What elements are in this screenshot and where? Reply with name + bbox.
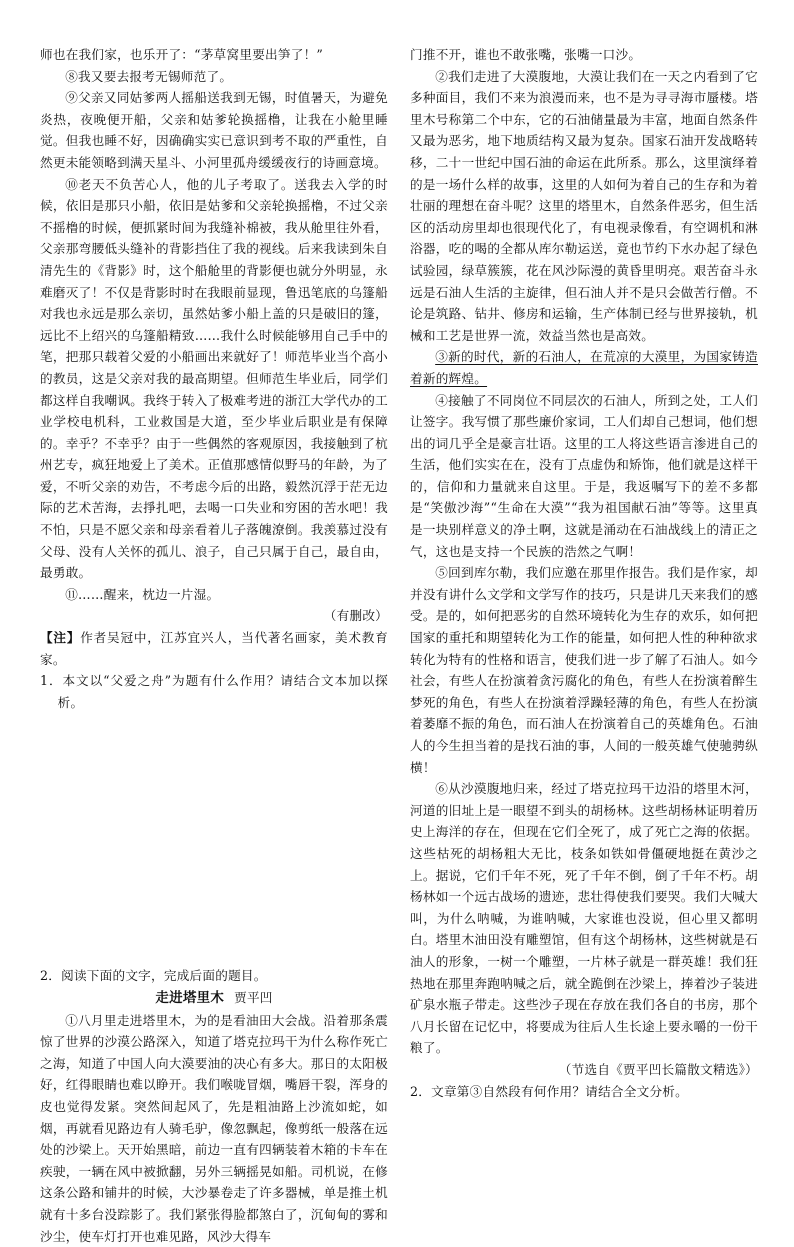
question-1: 1．本文以“父爱之舟”为题有什么作用？请结合文本加以探析。: [40, 673, 388, 710]
article-paragraph-4: ④接触了不同岗位不同层次的石油人，所到之处，工人们让签字。我写惯了那些廉价家词，工人们却自己想词，他们想出的词几乎全是豪言壮语。这里的工人将这些语言渗进自己的生活，他们实实在在，没有丁点虚伪和矫饰，他们就是这样干的，信仰和力量就来自这里。于是，我返嘱写下的差不多都是“笑傲沙海”“生命在大漠”“我为祖国献石油”等等。这里真是一块别样意义的净土啊，这就是涌动在石油战线上的清正之气，这也是支持一个民族的浩然之气啊！: [410, 392, 758, 559]
article-title: 走进塔里木: [155, 990, 225, 1006]
source-note: （有删改）: [323, 608, 388, 624]
paragraph-continuation: 师也在我们家，也乐开了：“茅草窝里要出笋了！”: [40, 47, 324, 62]
article-paragraph-5: ⑤回到库尔勒，我们应邀在那里作报告。我们是作家，却并没有讲什么文学和文学写作的技巧，只是讲几天来我们的感受。是的，如何把恶劣的自然环境转化为生存的欢乐，如何把国家的重托和期望转化为工作的能量，如何把人性的种种欲求转化为特有的性格和语言，使我们进一步了解了石油人。如今社会，有些人在扮演着贪污腐化的角色，有些人在扮演着醉生梦死的角色，有些人在扮演着浮躁轻薄的角色，有些人在扮演着萎靡不振的角色，而石油人在扮演着自己的英雄角色。石油人的今生担当着的是找石油的事，人间的一般英雄气使驰骋纵横！: [410, 565, 758, 775]
article-paragraph-3: [410, 346, 758, 389]
note-text: 作者吴冠中，江苏宜兴人，当代著名画家，美术教育家。: [40, 630, 388, 667]
paragraph-9: ⑨父亲又同姑爹两人摇船送我到无锡，时值暑天，为避免炎热，夜晚便开船，父亲和姑爹轮换摇橹，让我在小舱里睡觉。但我也睡不好，因确确实实已意识到考不取的严重性，自然更未能领略到满天星斗、小河里孤舟缓缓夜行的诗画意境。: [40, 90, 388, 170]
left-column: [40, 44, 388, 1244]
paragraph-8: ⑧我又要去报考无锡师范了。: [65, 68, 233, 84]
note-tag: 【注】: [40, 630, 81, 646]
article-paragraph-6: ⑥从沙漠腹地归来，经过了塔克拉玛干边沿的塔里木河，河道的旧址上是一眼望不到头的胡杨林。这些胡杨林证明着历史上海洋的存在，但现在它们全死了，成了死亡之海的依据。这些枯死的胡杨粗大无比，枝条如铁如骨僵硬地挺在黄沙之上。据说，它们千年不死，死了千年不倒，倒了千年不朽。胡杨林如一个远古战场的遗迹，悲壮得使我们要哭。我们大喊大叫，为什么呐喊，为谁呐喊，大家谁也没说，但心里又都明白。塔里木油田没有雕塑馆，但有这个胡杨林，这些树就是石油人的形象，一树一个雕塑，一片林子就是一群英雄！我们狂热地在那里奔跑呐喊之后，就全跪倒在沙梁上，捧着沙子装进矿泉水瓶子带走。这些沙子现在存放在我们各自的书房，那个八月长留在记忆中，将要成为往后人生长途上要永嚼的一份干粮了。: [410, 781, 758, 1056]
article-paragraph-1: ①八月里走进塔里木，为的是看油田大会战。沿着那条震惊了世界的沙漠公路深入，知道了塔克拉玛干为什么称作死亡之海，知道了中国人向大漠要油的决心有多大。那日的太阳极好，红得眼睛也难以睁开。我们喉咙冒烟，嘴唇干裂，浑身的皮也觉得发紧。突然间起风了，先是粗油路上沙流如蛇，如烟，再就看见路边有人骑毛驴，像忽飘起，像剪纸一般落在远处的沙梁上。天开始黑暗，前边一直有四辆装着木箱的卡车在疾驶，一辆在风中被掀翻，另外三辆摇晃如船。司机说，在修这条公路和铺井的时候，大沙暴卷走了许多器械，单是推土机就有十多台没踪影了。我们紧张得脸都煞白了，沉甸甸的雾和沙尘，使车灯打开也难见路，风沙大得车: [40, 1012, 388, 1244]
article-paragraph-2: ②我们走进了大漠腹地，大漠让我们在一天之内看到了它多种面目，我们不来为浪漫而来，也不是为寻寻海市蜃楼。塔里木号称第二个中东，它的石油储量最为丰富，地面自然条件又最为恶劣，地下地质结构又最为复杂。国家石油开发战略转移，二十一世纪中国石油的命运在此所系。那么，这里演绎着的是一场什么样的故事，这里的人如何为着自己的生存和为着壮丽的理想在奋斗呢？这里的塔里木，自然条件恶劣，但生活区的活动房里却也很现代化了，有电视录像看，有空调机和淋浴器，吃的喝的全都从库尔勒运送，竟也节约下水办起了绿色试验园，绿草簇簇，花在风沙际漫的黄昏里明亮。艰苦奋斗永远是石油人生活的主旋律，但石油人并不是只会做苦行僧。不论是筑路、钻井、修房和运输，生产体制已经与世界接轨，机械和工艺是世界一流，效益当然也是高效。: [410, 68, 758, 343]
right-column: [410, 44, 758, 1123]
author-note: [40, 627, 388, 670]
article-paragraph-1-end: 门推不开，谁也不敢张嘴，张嘴一口沙。: [410, 47, 642, 62]
article-author: 贾平凹: [234, 990, 273, 1005]
question-2: 2．文章第③自然段有何作用？请结合全文分析。: [410, 1083, 688, 1099]
article-title-line: [40, 987, 388, 1010]
answer-space: [40, 713, 388, 965]
article-source: （节选自《贾平凹长篇散文精选》）: [558, 1061, 758, 1077]
paragraph-11: ⑪……醒来，枕边一片湿。: [65, 586, 220, 602]
question-2-intro: 2．阅读下面的文字，完成后面的题目。: [40, 968, 267, 984]
underlined-sentence: ③新的时代，新的石油人，在荒凉的大漠里，为国家铸造着新的辉煌。: [410, 349, 758, 386]
paragraph-10: ⑩老天不负苦心人，他的儿子考取了。送我去入学的时候，依旧是那只小船，依旧是姑爹和父亲轮换摇橹，不过父亲不摇橹的时候，便抓紧时间为我缝补棉被，我从舱里往外看，父亲那弯腰低头缝补的背影挡住了我的视线。后来我读到朱自清先生的《背影》时，这个船舱里的背影便也就分外明显，永难磨灭了！不仅是背影时时在我眼前显现，鲁迅笔底的乌篷船对我也永远是那么亲切，虽然姑爹小船上盖的只是破旧的篷，远比不上绍兴的乌篷船精致……我什么时候能够用自己手中的笔，把那只载着父爱的小船画出来就好了！师范毕业当个高小的教员，这是父亲对我的最高期望。但师范生毕业后，同学们都这样自我嘲讽。我终于转入了极难考进的浙江大学代办的工业学校电机科，工业救国是大道，至少毕业后职业是有保障的。幸乎？不幸乎？由于一些偶然的客观原因，我接触到了杭州艺专，疯狂地爱上了美术。正值那感情似野马的年龄，为了爱，不听父亲的劝告，不考虑今后的出路，毅然沉浮于茫无边际的艺术苦海，去掙扎吧，去喝一口失业和穷困的苦水吧！我不怕，只是不愿父亲和母亲看着儿子落魄潦倒。我羡慕过没有父母、没有人关怀的孤儿、浪子，自己只属于自己，最自由，最勇敢。: [40, 176, 388, 581]
